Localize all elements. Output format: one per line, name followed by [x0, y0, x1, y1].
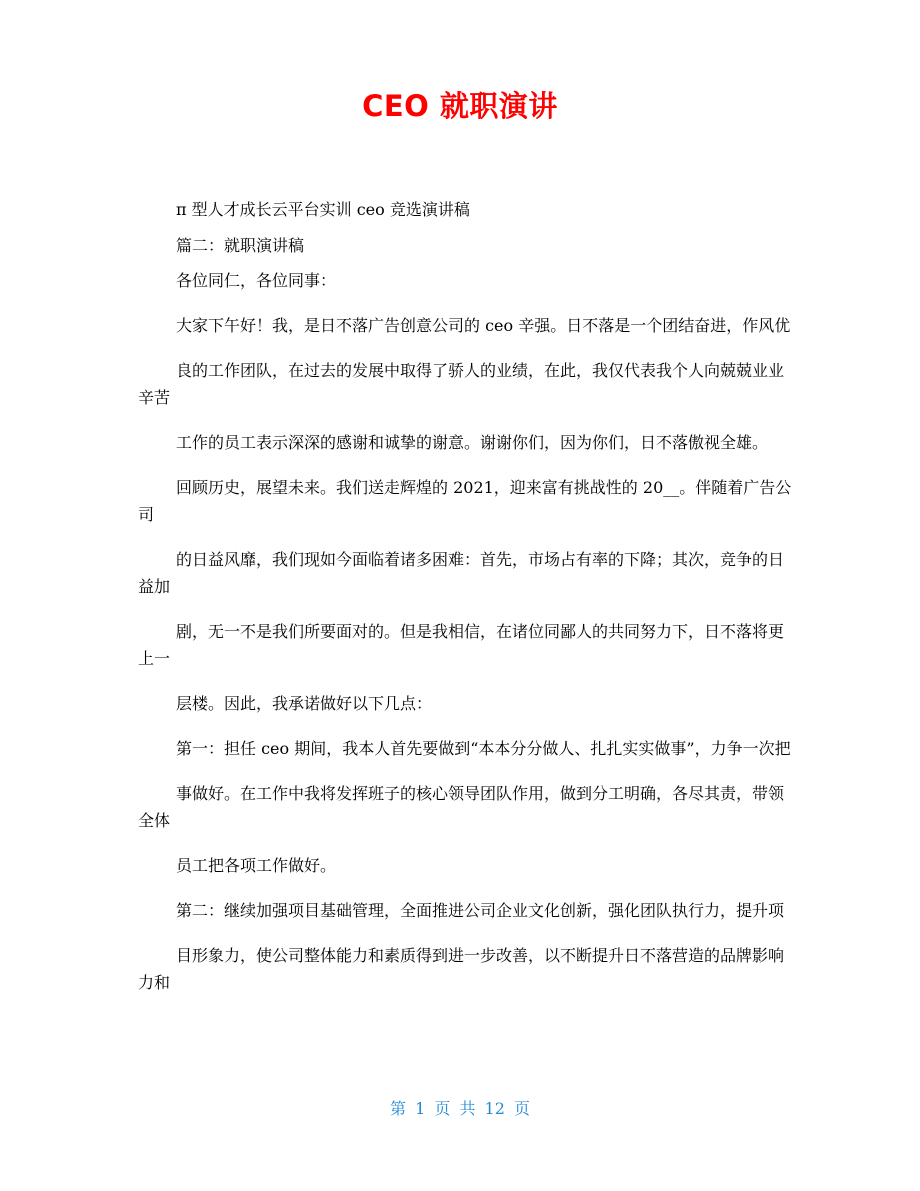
paragraph-4: 大家下午好！我，是日不落广告创意公司的 ceo 辛强。日不落是一个团结奋进，作风优	[176, 316, 791, 335]
document-body	[138, 196, 793, 1014]
paragraph-6: 工作的员工表示深深的感谢和诚挚的谢意。谢谢你们，因为你们，日不落傲视全雄。	[176, 433, 769, 452]
paragraph-13: 员工把各项工作做好。	[176, 856, 337, 875]
page-footer: 第 1 页 共 12 页	[390, 1099, 530, 1118]
paragraph-5: 良的工作团队，在过去的发展中取得了骄人的业绩，在此，我仅代表我个人向兢兢业业辛苦	[138, 361, 785, 407]
paragraph-1: π 型人才成长云平台实训 ceo 竞选演讲稿	[176, 200, 470, 219]
paragraph-9: 剧，无一不是我们所要面对的。但是我相信，在诸位同鄙人的共同努力下，日不落将更上一	[138, 622, 785, 668]
paragraph-2: 篇二：就职演讲稿	[176, 236, 305, 255]
paragraph-11: 第一：担任 ceo 期间，我本人首先要做到“本本分分做人、扎扎实实做事”，力争一次把	[176, 739, 791, 758]
paragraph-12: 事做好。在工作中我将发挥班子的核心领导团队作用，做到分工明确，各尽其责，带领全体	[138, 784, 785, 830]
paragraph-14: 第二：继续加强项目基础管理，全面推进公司企业文化创新，强化团队执行力，提升项	[176, 901, 785, 920]
paragraph-3: 各位同仁，各位同事：	[176, 271, 337, 290]
paragraph-15: 目形象力，使公司整体能力和素质得到进一步改善，以不断提升日不落营造的品牌影响力和	[138, 946, 785, 992]
paragraph-7: 回顾历史，展望未来。我们送走辉煌的 2021，迎来富有挑战性的 20__。伴随着广告公司	[138, 478, 792, 524]
document-title: CEO 就职演讲	[362, 89, 558, 123]
paragraph-8: 的日益风靡，我们现如今面临着诸多困难：首先，市场占有率的下降；其次，竞争的日益加	[138, 550, 785, 596]
paragraph-10: 层楼。因此，我承诺做好以下几点：	[176, 694, 433, 713]
